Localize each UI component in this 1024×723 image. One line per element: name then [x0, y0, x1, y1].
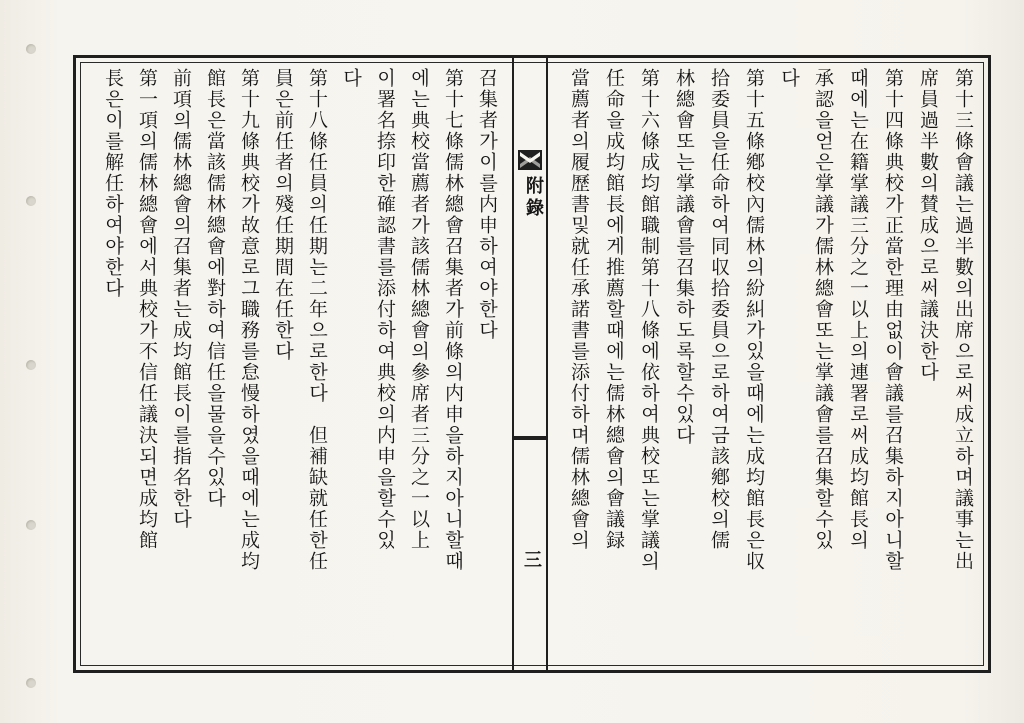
text-column: 때에는在籍掌議三分之一以上의連署로써成均館長의 — [847, 68, 869, 551]
binding-hole — [26, 520, 36, 530]
text-column: 第十七條儒林總會召集者가前條의内申을하지아니할때 — [442, 68, 464, 572]
text-column: 任命을成均館長에게推薦할때에는儒林總會의會議録 — [603, 68, 625, 551]
text-column: 席員過半數의賛成으로써議決한다 — [917, 68, 939, 383]
text-column: 第十三條會議는過半數의出席으로써成立하며議事는出 — [952, 68, 974, 572]
text-column: 第十八條任員의任期는二年으로한다 但補缺就任한任 — [306, 68, 328, 572]
text-column: 에는典校當薦者가該儒林總會의參席者三分之一以上 — [408, 68, 430, 551]
text-column: 第十四條典校가正當한理由없이會議를召集하지아니할 — [882, 68, 904, 572]
text-column: 다 — [778, 68, 800, 89]
text-column: 第十九條典校가故意로그職務를怠慢하였을때에는成均 — [238, 68, 260, 572]
text-column: 當薦者의履歷書및就任承諾書를添付하며儒林總會의 — [568, 68, 590, 551]
binding-hole — [26, 44, 36, 54]
page-number: 三 — [524, 550, 542, 571]
binding-hole — [26, 678, 36, 688]
text-column: 拾委員을任命하여同収拾委員으로하여금該鄕校의儒 — [708, 68, 730, 551]
text-column: 第一項의儒林總會에서典校가不信任議決되면成均館 — [136, 68, 158, 551]
text-column: 承認을얻은掌議가儒林總會또는掌議會를召集할수있 — [812, 68, 834, 551]
text-column: 前項의儒林總會의召集者는成均館長이를指名한다 — [170, 68, 192, 530]
gutter-rule — [546, 58, 548, 670]
gutter-rule — [512, 58, 514, 670]
appendix-header: 附錄 — [523, 176, 544, 220]
text-column: 이署名捺印한確認書를添付하여典校의内申을할수있 — [374, 68, 396, 551]
text-column: 召集者가이를内申하여야한다 — [476, 68, 498, 341]
binding-hole — [26, 196, 36, 206]
text-column: 館長은當該儒林總會에對하여信任을물을수있다 — [204, 68, 226, 509]
binding-hole — [26, 360, 36, 370]
text-column: 長은이를解任하여야한다 — [102, 68, 124, 299]
text-column: 第十六條成均館職制第十八條에依하여典校또는掌議의 — [638, 68, 660, 572]
text-column: 第十五條鄕校內儒林의紛糾가있을때에는成均館長은収 — [743, 68, 765, 572]
text-column: 員은前任者의殘任期間在任한다 — [272, 68, 294, 362]
text-column: 林總會또는掌議會를召集하도록할수있다 — [673, 68, 695, 446]
text-column: 다 — [340, 68, 362, 89]
gutter-divider — [512, 436, 548, 440]
fishtail-emblem-icon — [518, 150, 542, 170]
